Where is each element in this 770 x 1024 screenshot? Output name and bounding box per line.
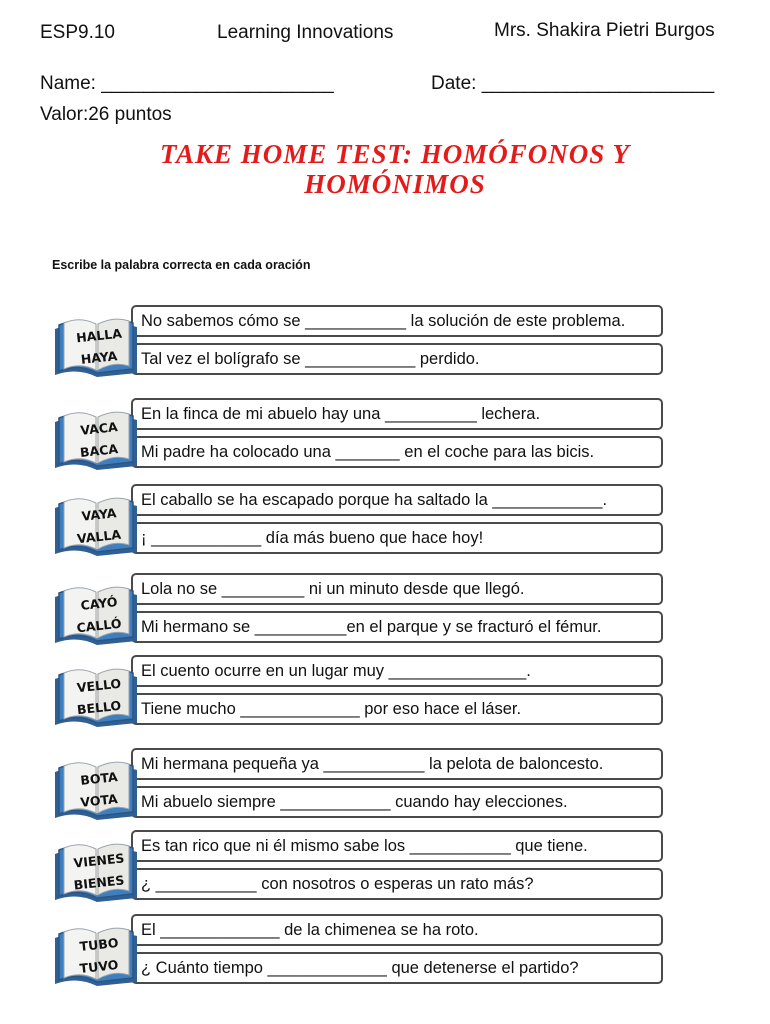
sentence-box[interactable]: [131, 693, 663, 725]
sentence-text: Es tan rico que ni él mismo sabe los ___________ que tiene.: [141, 837, 588, 855]
sentence-box[interactable]: [131, 952, 663, 984]
sentence-text: Tiene mucho _____________ por eso hace el láser.: [141, 700, 522, 718]
sentence-box[interactable]: [131, 343, 663, 375]
word-option-1: HALLA: [75, 325, 123, 346]
open-book-icon: [47, 408, 147, 476]
sentence-text: ¿ Cuánto tiempo _____________ que detenerse el partido?: [141, 959, 579, 977]
word-option-1: VELLO: [76, 675, 122, 696]
question-row: [0, 484, 770, 560]
sentence-box[interactable]: [131, 398, 663, 430]
sentence-box[interactable]: [131, 611, 663, 643]
name-field[interactable]: Name: ______________________: [40, 73, 334, 94]
question-row: [0, 748, 770, 824]
word-option-2: BACA: [79, 441, 119, 460]
sentence-box[interactable]: [131, 484, 663, 516]
date-field[interactable]: Date: ______________________: [431, 73, 715, 94]
word-option-2: HAYA: [80, 348, 118, 367]
sentence-box[interactable]: [131, 305, 663, 337]
word-option-1: TUBO: [78, 935, 120, 954]
sentence-text: ¿ ___________ con nosotros o esperas un rato más?: [141, 875, 534, 893]
word-option-1: VIENES: [72, 850, 126, 871]
sentence-text: Lola no se _________ ni un minuto desde que llegó.: [141, 580, 525, 598]
sentence-box[interactable]: [131, 522, 663, 554]
question-row: [0, 655, 770, 731]
word-option-1: BOTA: [79, 769, 119, 788]
sentence-box[interactable]: [131, 786, 663, 818]
sentence-text: Mi padre ha colocado una _______ en el coche para las bicis.: [141, 443, 595, 461]
question-row: [0, 573, 770, 649]
sentence-text: El _____________ de la chimenea se ha roto.: [141, 921, 479, 939]
test-title-line2: HOMÓNIMOS: [304, 169, 486, 199]
test-title-line1: TAKE HOME TEST: HOMÓFONOS Y: [159, 139, 631, 169]
sentence-text: Mi hermano se __________en el parque y se fracturó el fémur.: [141, 618, 602, 636]
question-row: [0, 305, 770, 381]
open-book-icon: [47, 840, 147, 908]
school-name: Learning Innovations: [217, 22, 394, 43]
course-code: ESP9.10: [40, 22, 115, 43]
points-value: Valor:26 puntos: [40, 104, 172, 125]
question-row: [0, 398, 770, 474]
sentence-text: Mi hermana pequeña ya ___________ la pelota de baloncesto.: [141, 755, 604, 773]
word-option-2: CALLÓ: [75, 615, 123, 636]
word-option-2: BELLO: [76, 697, 122, 718]
sentence-text: El cuento ocurre en un lugar muy _______________.: [141, 662, 531, 680]
instructions: Escribe la palabra correcta en cada oración: [52, 258, 311, 272]
question-row: [0, 914, 770, 990]
word-option-1: VACA: [79, 419, 119, 438]
open-book-icon: [47, 583, 147, 651]
sentence-box[interactable]: [131, 655, 663, 687]
sentence-box[interactable]: [131, 830, 663, 862]
sentence-text: En la finca de mi abuelo hay una __________ lechera.: [141, 405, 541, 423]
sentence-text: El caballo se ha escapado porque ha saltado la ____________.: [141, 491, 608, 509]
open-book-icon: [47, 315, 147, 383]
sentence-text: ¡ ____________ día más bueno que hace hoy!: [141, 529, 484, 547]
sentence-text: Mi abuelo siempre ____________ cuando hay elecciones.: [141, 793, 568, 811]
sentence-text: No sabemos cómo se ___________ la solución de este problema.: [141, 312, 626, 330]
sentence-box[interactable]: [131, 868, 663, 900]
open-book-icon: [47, 665, 147, 733]
sentence-text: Tal vez el bolígrafo se ____________ perdido.: [141, 350, 480, 368]
word-option-2: TUVO: [78, 957, 120, 976]
open-book-icon: [47, 494, 147, 562]
teacher-name: Mrs. Shakira Pietri Burgos: [494, 20, 715, 41]
word-option-1: VAYA: [80, 505, 118, 524]
open-book-icon: [47, 924, 147, 992]
sentence-box[interactable]: [131, 748, 663, 780]
sentence-box[interactable]: [131, 573, 663, 605]
word-option-2: VALLA: [76, 526, 122, 547]
question-row: [0, 830, 770, 906]
open-book-icon: [47, 758, 147, 826]
word-option-2: VOTA: [79, 791, 119, 810]
sentence-box[interactable]: [131, 914, 663, 946]
word-option-1: CAYÓ: [79, 594, 119, 613]
sentence-box[interactable]: [131, 436, 663, 468]
word-option-2: BIENES: [72, 872, 126, 893]
